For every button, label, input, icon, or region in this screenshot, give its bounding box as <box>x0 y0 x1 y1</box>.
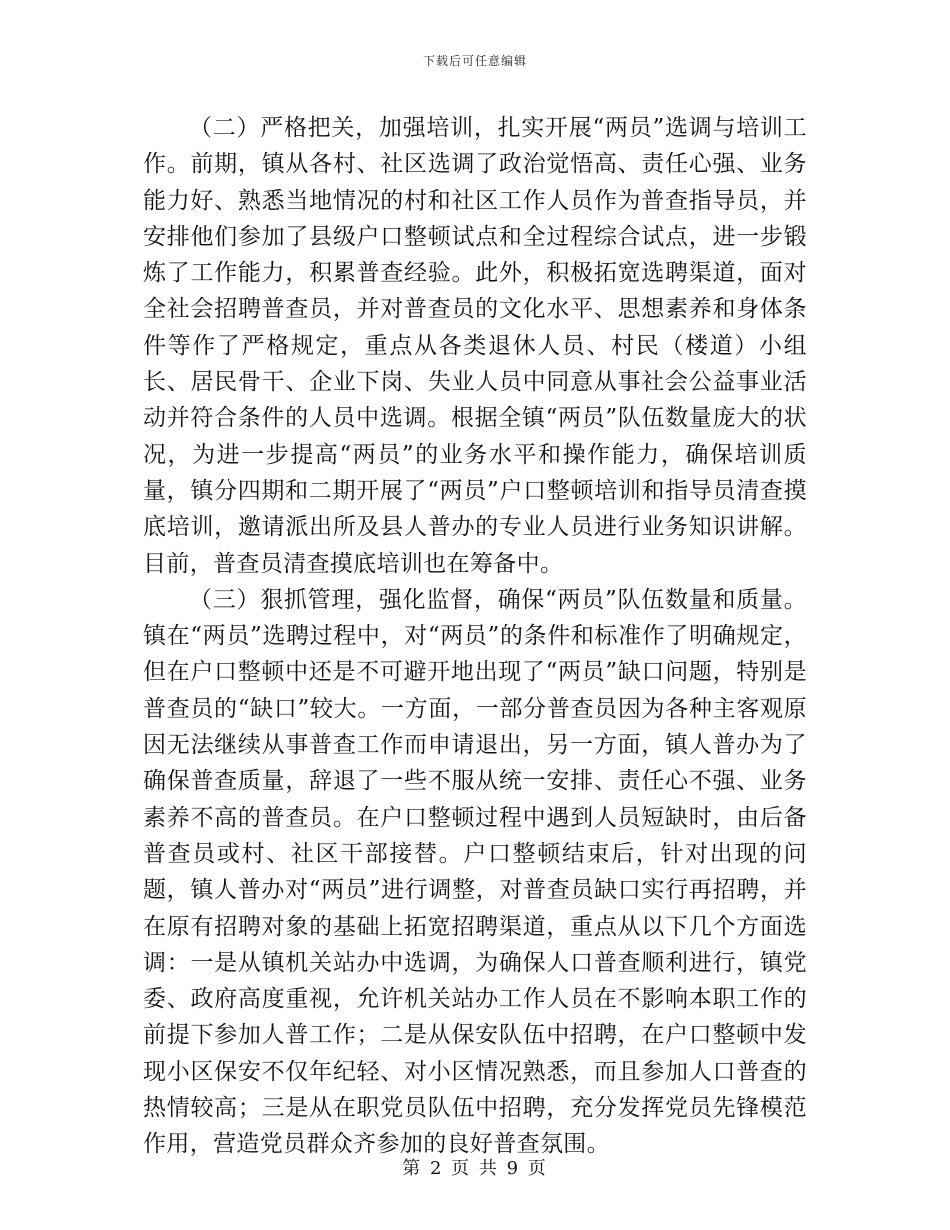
document-body <box>143 110 807 1163</box>
paragraph-management: （三）狠抓管理，强化监督，确保“两员”队伍数量和质量。镇在“两员”选聘过程中，对“两员”的条件和标准作了明确规定，但在户口整顿中还是不可避开地出现了“两员”缺口问题，特别是普查员的“缺口”较大。一方面，一部分普查员因为各种主客观原因无法继续从事普查工作而申请退出，另一方面，镇人普办为了确保普查质量，辞退了一些不服从统一安排、责任心不强、业务素养不高的普查员。在户口整顿过程中遇到人员短缺时，由后备普查员或村、社区干部接替。户口整顿结束后，针对出现的问题，镇人普办对“两员”进行调整，对普查员缺口实行再招聘，并在原有招聘对象的基础上拓宽招聘渠道，重点从以下几个方面选调：一是从镇机关站办中选调，为确保人口普查顺利进行，镇党委、政府高度重视，允许机关站办工作人员在不影响本职工作的前提下参加人普工作；二是从保安队伍中招聘，在户口整顿中发现小区保安不仅年纪轻、对小区情况熟悉，而且参加人口普查的热情较高；三是从在职党员队伍中招聘，充分发挥党员先锋模范作用，营造党员群众齐参加的良好普查氛围。 <box>143 586 807 1158</box>
page-number-footer: 第 2 页 共 9 页 <box>402 1158 548 1179</box>
paragraph-training: （二）严格把关，加强培训，扎实开展“两员”选调与培训工作。前期，镇从各村、社区选调了政治觉悟高、责任心强、业务能力好、熟悉当地情况的村和社区工作人员作为普查指导员，并安排他们参加了县级户口整顿试点和全过程综合试点，进一步锻炼了工作能力，积累普查经验。此外，积极拓宽选聘渠道，面对全社会招聘普查员，并对普查员的文化水平、思想素养和身体条件等作了严格规定，重点从各类退休人员、村民（楼道）小组长、居民骨干、企业下岗、失业人员中同意从事社会公益事业活动并符合条件的人员中选调。根据全镇“两员”队伍数量庞大的状况，为进一步提高“两员”的业务水平和操作能力，确保培训质量，镇分四期和二期开展了“两员”户口整顿培训和指导员清查摸底培训，邀请派出所及县人普办的专业人员进行业务知识讲解。目前，普查员清查摸底培训也在筹备中。 <box>143 115 807 577</box>
page-header: 下载后可任意编辑 <box>422 54 527 68</box>
